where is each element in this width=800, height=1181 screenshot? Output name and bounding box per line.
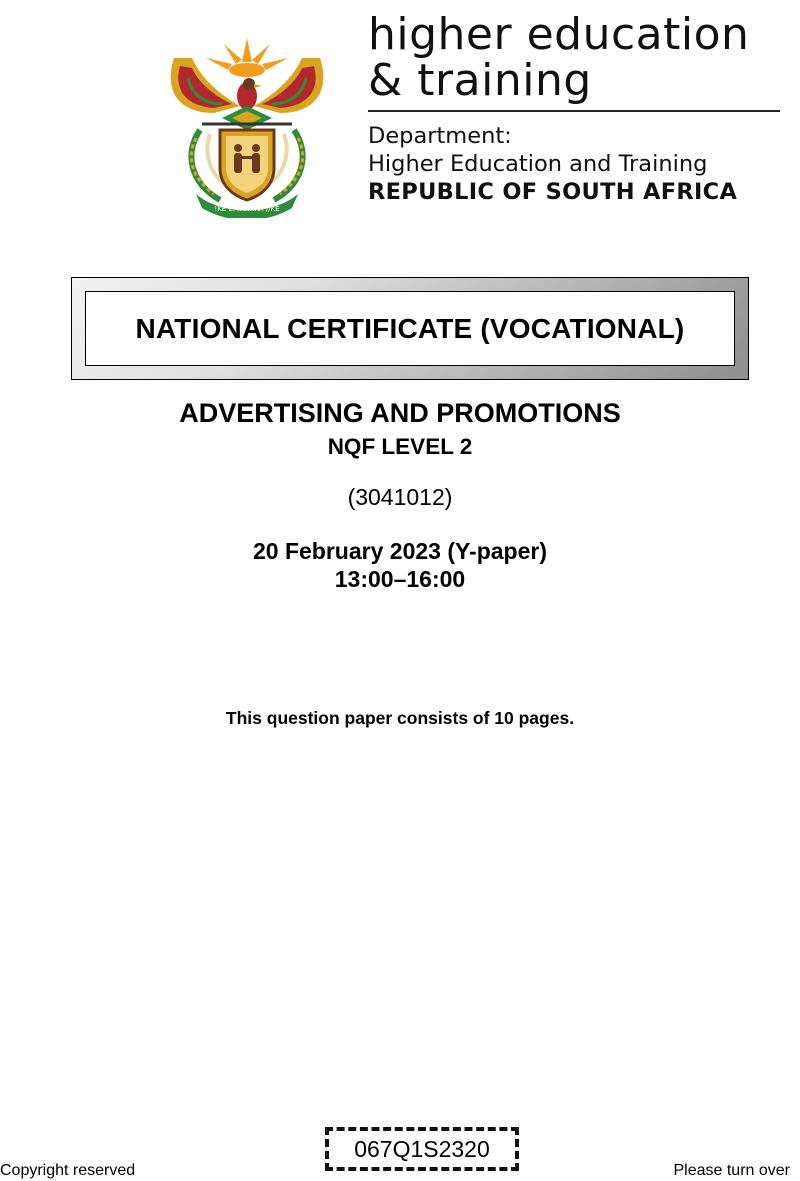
nqf-level: NQF LEVEL 2 [327, 434, 473, 459]
title-frame-inner [85, 291, 735, 366]
copyright-notice: Copyright reserved [0, 1162, 136, 1179]
department-label: Department: [368, 123, 512, 149]
subject-code: (3041012) [347, 484, 453, 510]
paper-code: 067Q1S2320 [354, 1135, 490, 1162]
republic-name: REPUBLIC OF SOUTH AFRICA [368, 179, 738, 205]
brand-line-2: & training [368, 55, 592, 106]
brand-divider [368, 110, 780, 112]
motto-text: !KE E: /XARRA //KE [214, 205, 280, 213]
subject-title: ADVERTISING AND PROMOTIONS [179, 398, 621, 428]
page-count-note: This question paper consists of 10 pages. [225, 708, 575, 728]
certificate-title: NATIONAL CERTIFICATE (VOCATIONAL) [135, 312, 685, 344]
paper-code-box [325, 1127, 519, 1171]
turn-over-notice: Please turn over [673, 1162, 790, 1179]
department-name: Higher Education and Training [368, 151, 708, 177]
brand-line-1: higher education [368, 9, 750, 60]
department-brand [368, 9, 782, 206]
exam-date: 20 February 2023 (Y-paper) [252, 538, 548, 564]
coat-of-arms-logo [162, 18, 332, 218]
exam-time: 13:00–16:00 [334, 566, 466, 592]
title-frame [71, 277, 749, 380]
